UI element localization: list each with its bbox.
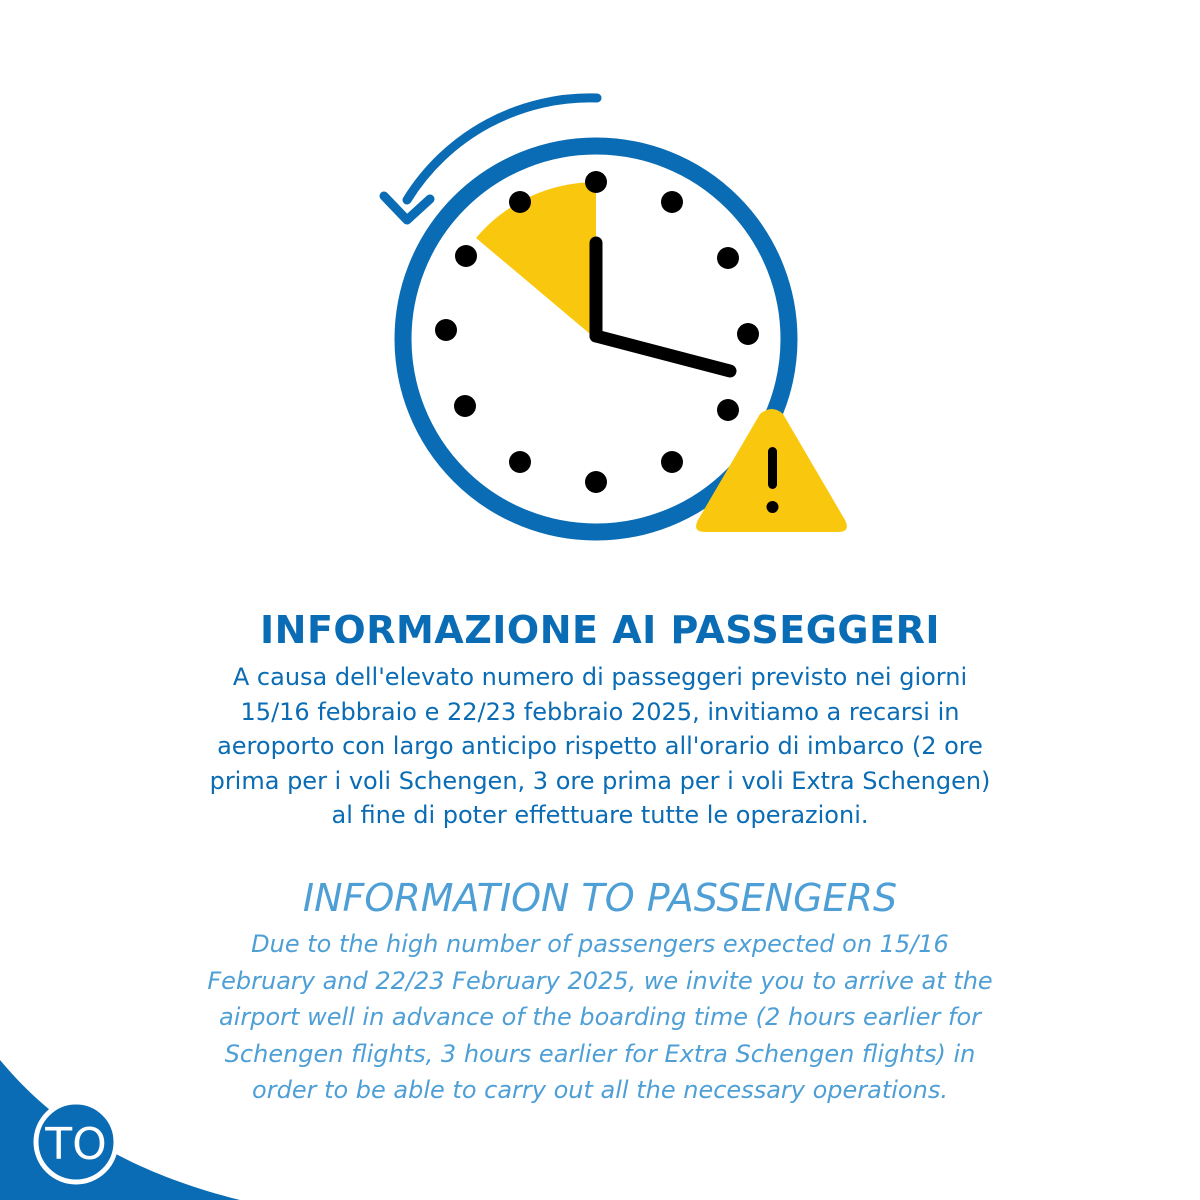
brand-corner — [0, 1060, 240, 1200]
italian-body-line: A causa dell'elevato numero di passeggeri previsto nei giorni — [232, 663, 968, 691]
english-notice-title: INFORMATION TO PASSENGERS — [302, 876, 898, 920]
torino-airport-logo — [36, 1102, 116, 1182]
english-body-line: order to be able to carry out all the necessary operations. — [252, 1076, 948, 1104]
english-body-line: Schengen flights, 3 hours earlier for Extra Schengen flights) in — [224, 1039, 976, 1068]
english-body-line: airport well in advance of the boarding time (2 hours earlier for — [219, 1003, 981, 1031]
english-body-line: February and 22/23 February 2025, we invite you to arrive at the — [207, 966, 993, 995]
italian-body-line: aeroporto con largo anticipo rispetto all'orario di imbarco (2 ore — [217, 732, 983, 760]
italian-body-line: al fine di poter effettuare tutte le operazioni. — [331, 801, 869, 829]
logo-text: TO — [45, 1119, 107, 1170]
italian-notice-body — [0, 660, 1200, 833]
italian-body-line: 15/16 febbraio e 22/23 febbraio 2025, invitiamo a recarsi in — [240, 697, 960, 726]
italian-body-line: prima per i voli Schengen, 3 ore prima per i voli Extra Schengen) — [209, 766, 991, 795]
italian-notice-title: INFORMAZIONE AI PASSEGGERI — [260, 608, 940, 652]
english-body-line: Due to the high number of passengers expected on 15/16 — [251, 930, 949, 958]
